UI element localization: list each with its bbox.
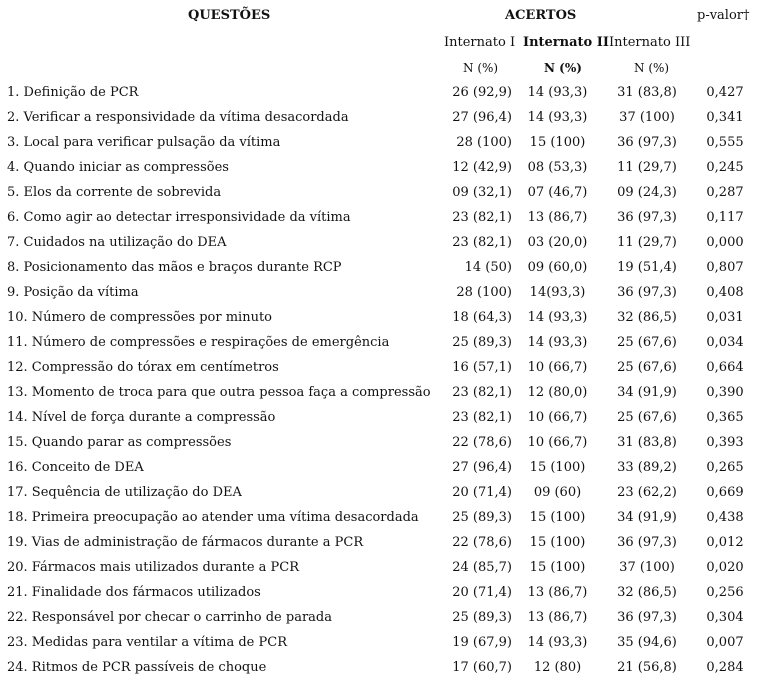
internato-3-cell: 31 (83,8)	[617, 85, 677, 100]
p-value-cell: 0,393	[706, 435, 744, 450]
internato-2-cell: 14 (93,3)	[527, 85, 588, 100]
question-cell: 22. Responsável por checar o carrinho de parada	[7, 610, 332, 625]
internato-1-cell: 22 (78,6)	[452, 435, 512, 450]
internato-1-cell: 20 (71,4)	[452, 485, 512, 500]
p-value-cell: 0,117	[706, 210, 744, 225]
p-value-cell: 0,031	[706, 310, 744, 325]
p-value-cell: 0,304	[706, 610, 744, 625]
group-n-internato-1: N (%)	[463, 61, 499, 75]
p-value-cell: 0,341	[706, 110, 744, 125]
table-row	[0, 260, 767, 285]
question-cell: 14. Nível de força durante a compressão	[7, 410, 276, 425]
question-cell: 1. Definição de PCR	[7, 85, 139, 100]
internato-1-cell: 16 (57,1)	[452, 360, 512, 375]
internato-2-cell: 13 (86,7)	[527, 610, 588, 625]
p-value-cell: 0,427	[706, 85, 744, 100]
question-cell: 23. Medidas para ventilar a vítima de PCR	[7, 635, 287, 650]
question-cell: 11. Número de compressões e respirações de emergência	[7, 335, 390, 350]
internato-3-cell: 34 (91,9)	[617, 510, 677, 525]
p-value-cell: 0,245	[706, 160, 744, 175]
p-value-cell: 0,284	[706, 660, 744, 675]
internato-3-cell: 36 (97,3)	[617, 210, 677, 225]
internato-1-cell: 09 (32,1)	[452, 185, 512, 200]
p-value-cell: 0,408	[706, 285, 744, 300]
internato-3-cell: 36 (97,3)	[617, 285, 677, 300]
internato-3-cell: 23 (62,2)	[617, 485, 677, 500]
internato-3-cell: 25 (67,6)	[617, 360, 677, 375]
p-value-cell: 0,438	[706, 510, 744, 525]
p-value-cell: 0,390	[706, 385, 744, 400]
table-row	[0, 610, 767, 635]
question-cell: 4. Quando iniciar as compressões	[7, 160, 229, 175]
internato-2-cell: 12 (80)	[533, 660, 582, 675]
internato-1-cell: 23 (82,1)	[452, 385, 512, 400]
table-row	[0, 385, 767, 410]
table-row	[0, 135, 767, 160]
internato-1-cell: 25 (89,3)	[452, 610, 512, 625]
p-value-cell: 0,256	[706, 585, 744, 600]
internato-1-cell: 27 (96,4)	[452, 460, 512, 475]
p-value-cell: 0,807	[706, 260, 744, 275]
question-cell: 20. Fármacos mais utilizados durante a PCR	[7, 560, 300, 575]
table-row	[0, 310, 767, 335]
internato-2-cell: 12 (80,0)	[527, 385, 588, 400]
internato-3-cell: 25 (67,6)	[617, 410, 677, 425]
internato-2-cell: 13 (86,7)	[527, 210, 588, 225]
table-row	[0, 635, 767, 660]
question-cell: 5. Elos da corrente de sobrevida	[7, 185, 222, 200]
internato-2-cell: 15 (100)	[529, 560, 586, 575]
question-cell: 18. Primeira preocupação ao atender uma vítima desacordada	[7, 510, 419, 525]
internato-2-cell: 03 (20,0)	[527, 235, 588, 250]
p-value-cell: 0,034	[706, 335, 744, 350]
table-row	[0, 510, 767, 535]
group-label-internato-3: Internato III	[609, 35, 691, 50]
group-n-internato-2: N (%)	[544, 61, 582, 75]
p-value-cell: 0,555	[706, 135, 744, 150]
internato-1-cell: 20 (71,4)	[452, 585, 512, 600]
internato-2-cell: 14 (93,3)	[527, 635, 588, 650]
internato-1-cell: 14 (50)	[464, 260, 512, 275]
internato-2-cell: 15 (100)	[529, 135, 586, 150]
table-row	[0, 435, 767, 460]
internato-3-cell: 11 (29,7)	[617, 160, 677, 175]
table-row	[0, 535, 767, 560]
table-row	[0, 85, 767, 110]
question-cell: 19. Vias de administração de fármacos durante a PCR	[7, 535, 364, 550]
header-acertos: ACERTOS	[505, 8, 577, 23]
internato-1-cell: 17 (60,7)	[452, 660, 512, 675]
internato-2-cell: 07 (46,7)	[527, 185, 588, 200]
question-cell: 15. Quando parar as compressões	[7, 435, 232, 450]
table-row	[0, 585, 767, 610]
table-row	[0, 185, 767, 210]
internato-1-cell: 19 (67,9)	[452, 635, 512, 650]
internato-2-cell: 14 (93,3)	[527, 110, 588, 125]
internato-2-cell: 14(93,3)	[529, 285, 586, 300]
internato-3-cell: 32 (86,5)	[617, 585, 677, 600]
internato-1-cell: 28 (100)	[456, 135, 512, 150]
internato-1-cell: 23 (82,1)	[452, 235, 512, 250]
question-cell: 9. Posição da vítima	[7, 285, 139, 300]
p-value-cell: 0,007	[706, 635, 744, 650]
internato-1-cell: 25 (89,3)	[452, 335, 512, 350]
p-value-cell: 0,000	[706, 235, 744, 250]
internato-1-cell: 27 (96,4)	[452, 110, 512, 125]
table-row	[0, 460, 767, 485]
internato-3-cell: 25 (67,6)	[617, 335, 677, 350]
internato-3-cell: 11 (29,7)	[617, 235, 677, 250]
table-row	[0, 285, 767, 310]
table-row	[0, 210, 767, 235]
internato-1-cell: 24 (85,7)	[452, 560, 512, 575]
question-cell: 21. Finalidade dos fármacos utilizados	[7, 585, 261, 600]
internato-1-cell: 18 (64,3)	[452, 310, 512, 325]
internato-1-cell: 23 (82,1)	[452, 210, 512, 225]
internato-3-cell: 21 (56,8)	[617, 660, 677, 675]
table-row	[0, 410, 767, 435]
table-row	[0, 110, 767, 135]
internato-2-cell: 10 (66,7)	[527, 410, 588, 425]
internato-2-cell: 10 (66,7)	[527, 435, 588, 450]
internato-2-cell: 10 (66,7)	[527, 360, 588, 375]
internato-2-cell: 09 (60,0)	[527, 260, 588, 275]
question-cell: 17. Sequência de utilização do DEA	[7, 485, 242, 500]
p-value-cell: 0,265	[706, 460, 744, 475]
internato-2-cell: 14 (93,3)	[527, 310, 588, 325]
p-value-cell: 0,020	[706, 560, 744, 575]
internato-3-cell: 35 (94,6)	[617, 635, 677, 650]
internato-3-cell: 09 (24,3)	[617, 185, 677, 200]
question-cell: 24. Ritmos de PCR passíveis de choque	[7, 660, 267, 675]
table-row	[0, 660, 767, 685]
internato-1-cell: 25 (89,3)	[452, 510, 512, 525]
p-value-cell: 0,365	[706, 410, 744, 425]
group-label-internato-2: Internato II	[523, 35, 609, 50]
question-cell: 7. Cuidados na utilização do DEA	[7, 235, 227, 250]
p-value-cell: 0,012	[706, 535, 744, 550]
p-value-cell: 0,664	[706, 360, 744, 375]
question-cell: 10. Número de compressões por minuto	[7, 310, 273, 325]
internato-1-cell: 28 (100)	[456, 285, 512, 300]
table-row	[0, 335, 767, 360]
table-row	[0, 235, 767, 260]
header-questoes: QUESTÕES	[188, 8, 271, 23]
internato-3-cell: 33 (89,2)	[617, 460, 677, 475]
group-n-internato-3: N (%)	[634, 61, 670, 75]
internato-2-cell: 15 (100)	[529, 535, 586, 550]
internato-1-cell: 12 (42,9)	[452, 160, 512, 175]
internato-2-cell: 08 (53,3)	[527, 160, 588, 175]
table-row	[0, 485, 767, 510]
internato-3-cell: 34 (91,9)	[617, 385, 677, 400]
p-value-cell: 0,669	[706, 485, 744, 500]
internato-2-cell: 15 (100)	[529, 460, 586, 475]
internato-3-cell: 37 (100)	[619, 560, 675, 575]
table-row	[0, 560, 767, 585]
internato-2-cell: 13 (86,7)	[527, 585, 588, 600]
table-row	[0, 360, 767, 385]
internato-1-cell: 23 (82,1)	[452, 410, 512, 425]
group-label-internato-1: Internato I	[444, 35, 516, 50]
internato-3-cell: 36 (97,3)	[617, 535, 677, 550]
internato-3-cell: 37 (100)	[619, 110, 675, 125]
internato-2-cell: 14 (93,3)	[527, 335, 588, 350]
question-cell: 12. Compressão do tórax em centímetros	[7, 360, 279, 375]
internato-3-cell: 32 (86,5)	[617, 310, 677, 325]
p-value-cell: 0,287	[706, 185, 744, 200]
question-cell: 3. Local para verificar pulsação da vítima	[7, 135, 281, 150]
internato-2-cell: 15 (100)	[529, 510, 586, 525]
question-cell: 2. Verificar a responsividade da vítima desacordada	[7, 110, 349, 125]
question-cell: 8. Posicionamento das mãos e braços durante RCP	[7, 260, 342, 275]
table-row	[0, 160, 767, 185]
internato-3-cell: 36 (97,3)	[617, 610, 677, 625]
question-cell: 16. Conceito de DEA	[7, 460, 144, 475]
question-cell: 13. Momento de troca para que outra pessoa faça a compressão	[7, 385, 431, 400]
internato-2-cell: 09 (60)	[533, 485, 582, 500]
internato-3-cell: 36 (97,3)	[617, 135, 677, 150]
internato-1-cell: 22 (78,6)	[452, 535, 512, 550]
internato-1-cell: 26 (92,9)	[452, 85, 512, 100]
internato-3-cell: 19 (51,4)	[617, 260, 677, 275]
question-cell: 6. Como agir ao detectar irresponsividade da vítima	[7, 210, 351, 225]
header-pvalor: p-valor†	[697, 8, 750, 23]
internato-3-cell: 31 (83,8)	[617, 435, 677, 450]
